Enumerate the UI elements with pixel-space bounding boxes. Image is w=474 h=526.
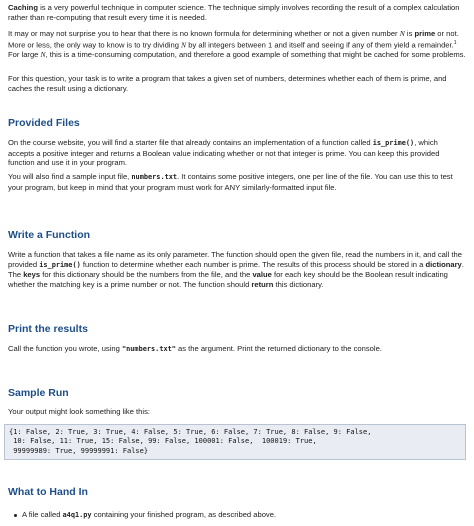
dictionary-term: dictionary	[425, 259, 462, 269]
prime-term: prime	[414, 29, 436, 38]
keys-term: keys	[23, 270, 41, 280]
text: by all integers between 1 and itself and seeing if any of them yield a remainder.	[186, 40, 454, 50]
intro-paragraph-2	[8, 29, 466, 59]
text: It may or may not surprise you to hear that there is no known formula for determining whether or not a given number	[8, 29, 400, 38]
text: containing your finished program, as described above.	[91, 510, 277, 519]
text: Write a function that takes a file name as its only parameter. The function should open the given file, read the numbers in it, and call the provided	[8, 250, 462, 269]
math-n: N	[399, 29, 405, 38]
filename-code: a4q1.py	[62, 511, 92, 519]
sample-output-code: {1: False, 2: True, 3: True, 4: False, 5: True, 6: False, 7: True, 8: False, 9: False, 10: False, 11: True, 15: False, 99: False, 100001: False, 100019: True, 99999989: True, 99999991: False}	[9, 428, 372, 455]
heading-provided-files: Provided Files	[8, 117, 80, 129]
text: is	[404, 29, 415, 38]
footnote-marker[interactable]: 1	[453, 39, 457, 46]
text: You will also find a sample input file,	[8, 172, 132, 181]
numbers-arg-code: "numbers.txt"	[121, 345, 176, 353]
intro-paragraph-3: For this question, your task is to write a program that takes a given set of numbers, determines whether each of them is prime, and caches the result using a dictionary.	[8, 74, 447, 93]
text: . The	[8, 259, 464, 280]
provided-files-paragraph-2	[8, 172, 466, 192]
heading-write-function: Write a Function	[8, 229, 91, 241]
heading-sample-run: Sample Run	[8, 387, 69, 399]
text: On the course website, you will find a starter file that already contains an implementation of a function called	[8, 138, 373, 147]
text: or not. More or less, the only way to know is to try dividing	[8, 29, 459, 50]
value-term: value	[252, 270, 272, 280]
text: For large	[8, 49, 41, 59]
sample-output-box	[4, 424, 466, 460]
bullet-icon	[14, 514, 17, 517]
write-function-paragraph	[8, 250, 466, 289]
is-prime-code: is_prime()	[39, 260, 81, 269]
heading-what-to-hand-in: What to Hand In	[8, 486, 88, 498]
text: for each key should be the Boolean result indicating whether the matching key is a prime number or not. The function should	[8, 270, 448, 289]
math-n: N	[40, 49, 46, 59]
math-n: N	[181, 40, 187, 50]
provided-files-paragraph-1	[8, 138, 466, 168]
text: this dictionary.	[273, 279, 324, 289]
text: , this is a time-consuming computation, and therefore a good example of something that might be cached for some problems.	[45, 49, 466, 59]
text: as the argument. Print the returned dictionary to the console.	[175, 344, 382, 353]
print-results-paragraph	[8, 344, 466, 355]
text: , which accepts a positive integer and returns a Boolean value indicating whether or not that integer is prime. You can keep this provided function and use it in your program.	[8, 138, 440, 168]
text: for this dictionary should be the numbers from the file, and the	[40, 270, 253, 280]
is-prime-code: is_prime()	[372, 139, 415, 147]
heading-print-results: Print the results	[8, 323, 88, 335]
text: . It contains some positive integers, one per line of the file. You can use this to test your program, but keep in mind that your program must work for ANY similarly-formatted input file.	[8, 172, 453, 192]
sample-run-paragraph: Your output might look something like this:	[8, 407, 150, 416]
intro-paragraph-1	[8, 3, 466, 22]
text: function to determine whether each number is prime. The results of this process should be stored in a	[80, 259, 426, 269]
caching-term: Caching	[8, 3, 38, 12]
numbers-file-code: numbers.txt	[131, 173, 178, 181]
return-term: return	[251, 279, 274, 289]
text: A file called	[22, 510, 63, 519]
text: Call the function you wrote, using	[8, 344, 122, 353]
hand-in-list-item	[14, 510, 464, 521]
intro-p1-text: is a very powerful technique in computer science. The technique simply involves recording the result of a complex calculation rather than re-computing that result every time it is needed.	[8, 3, 460, 22]
